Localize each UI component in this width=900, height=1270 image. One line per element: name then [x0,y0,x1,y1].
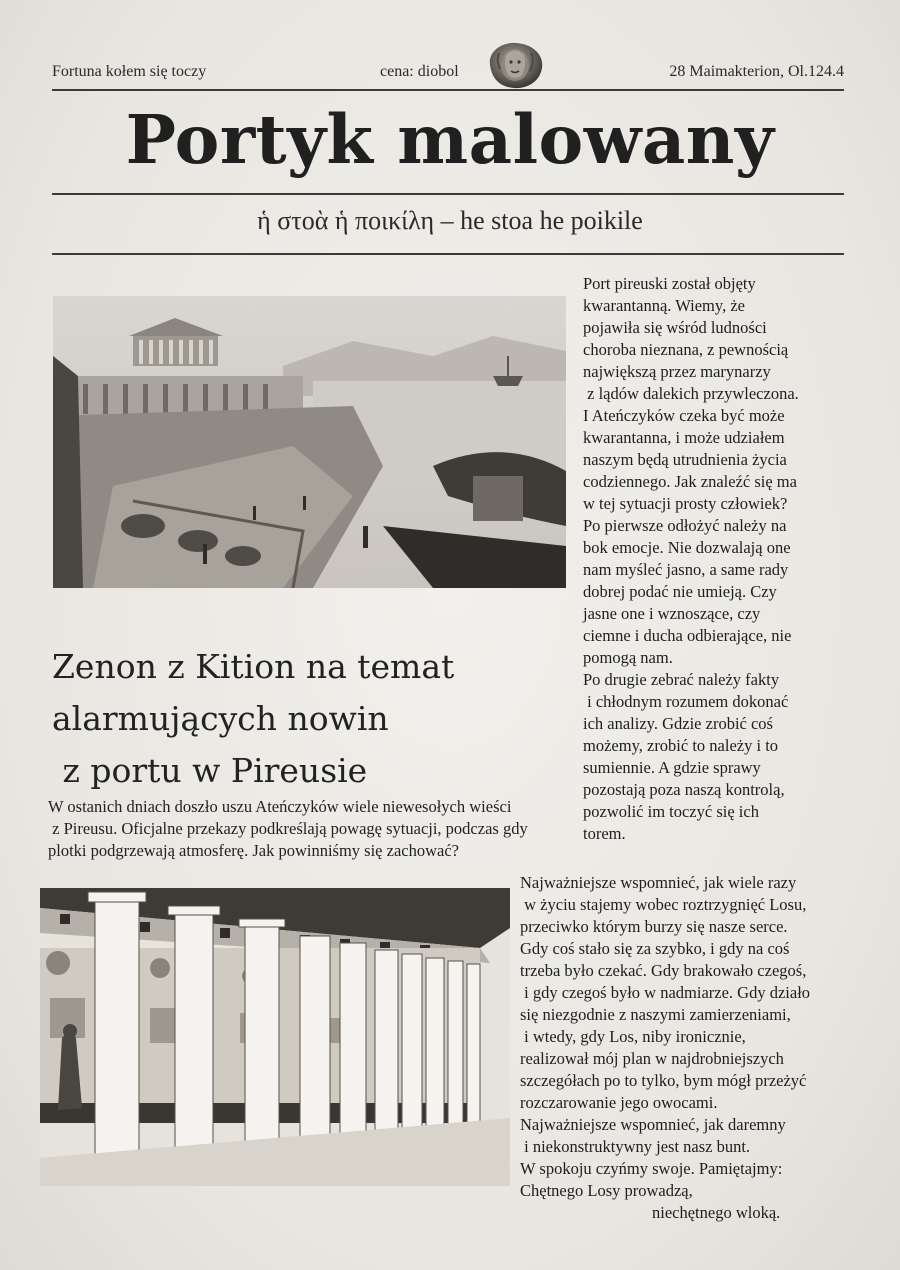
masthead-subtitle: ἡ στοὰ ἡ ποικίλη – he stoa he poikile [257,206,643,235]
column-line: kwarantanna, i może udziałem [583,428,785,447]
column-line: ciemne i ducha odbierające, nie [583,626,792,645]
article-lede [48,796,578,862]
header-price: cena: diobol [380,63,459,80]
column-line: i niekonstruktywny jest nasz bunt. [520,1137,751,1156]
column-line: nam myśleć jasno, a same rady [583,560,789,579]
column-line: Najważniejsze wspomnieć, jak daremny [520,1115,786,1134]
column-line: choroba nieznana, z pewnością [583,340,789,359]
column-line: ich analizy. Gdzie zrobić coś [583,714,773,733]
column-line: pozostają poza naszą kontrolą, [583,780,785,799]
column-line: w tej sytuacji prosty człowiek? [583,494,788,513]
column-line: sumiennie. A gdzie sprawy [583,758,761,777]
article-heading [52,641,522,797]
column-line: I Ateńczyków czeka być może [583,406,785,425]
article-heading-line: alarmujących nowin [52,699,389,738]
article-heading-line: Zenon z Kition na temat [52,647,455,686]
lede-line: W ostanich dniach doszło uszu Ateńczyków wiele niewesołych wieści [48,797,512,816]
column-line: Chętnego Losy prowadzą, [520,1181,693,1200]
column-line: możemy, zrobić to należy i to [583,736,779,755]
column-line: i gdy czegoś było w nadmiarze. Gdy działo [520,983,811,1002]
column-line: Po drugie zebrać należy fakty [583,670,780,689]
column-line: trzeba było czekać. Gdy brakowało czegoś, [520,961,807,980]
header-date: 28 Maimakterion, Ol.124.4 [669,63,844,80]
lede-line: plotki podgrzewają atmosferę. Jak powinniśmy się zachować? [48,841,459,860]
harbor-illustration [53,296,566,588]
column-line: Po pierwsze odłożyć należy na [583,516,787,535]
column-line: Najważniejsze wspomnieć, jak wiele razy [520,873,797,892]
column-line: realizował mój plan w najdrobniejszych [520,1049,784,1068]
article-column-1 [583,273,799,845]
column-line: i chłodnym rozumem dokonać [583,692,789,711]
column-line: z lądów dalekich przywleczona. [583,384,799,403]
coin-icon [484,39,546,91]
header-motto: Fortuna kołem się toczy [52,63,207,80]
column-line: się niezgodnie z naszymi zamierzeniami, [520,1005,791,1024]
column-line: W spokoju czyńmy swoje. Pamiętajmy: [520,1159,783,1178]
masthead-title: Portyk malowany [125,100,775,179]
masthead-rule-bottom [52,253,844,255]
column-line: codziennego. Jak znaleźć się ma [583,472,797,491]
column-line: pomogą nam. [583,648,673,667]
column-line: i wtedy, gdy Los, niby ironicznie, [520,1027,746,1046]
column-line: dobrej podać nie umieją. Czy [583,582,777,601]
lede-line: z Pireusu. Oficjalne przekazy podkreślają powagę sytuacji, podczas gdy [48,819,528,838]
article-heading-line: z portu w Pireusie [52,751,368,790]
column-line: pozwolić im toczyć się ich [583,802,759,821]
column-line: pojawiła się wśród ludności [583,318,767,337]
column-line: naszym będą utrudnienia życia [583,450,787,469]
column-line: w życiu stajemy wobec roztrzygnięć Losu, [520,895,807,914]
stoa-illustration [40,888,510,1186]
column-line: bok emocje. Nie dozwalają one [583,538,791,557]
column-line: największą przez marynarzy [583,362,771,381]
column-line: Gdy coś stało się za szybko, i gdy na coś [520,939,790,958]
column-line: torem. [583,824,626,843]
column-line: Port pireuski został objęty [583,274,756,293]
column-line: przeciwko którym burzy się nasze serce. [520,917,788,936]
column-line: niechętnego wloką. [520,1203,781,1222]
column-line: szczegółach po to tylko, bym mógł przeżyć [520,1071,807,1090]
column-line: rozczarowanie jego owocami. [520,1093,718,1112]
article-column-2 [520,872,810,1224]
column-line: jasne one i wznoszące, czy [583,604,761,623]
column-line: kwarantanną. Wiemy, że [583,296,745,315]
header-rule [52,89,844,91]
masthead-rule-top [52,193,844,195]
